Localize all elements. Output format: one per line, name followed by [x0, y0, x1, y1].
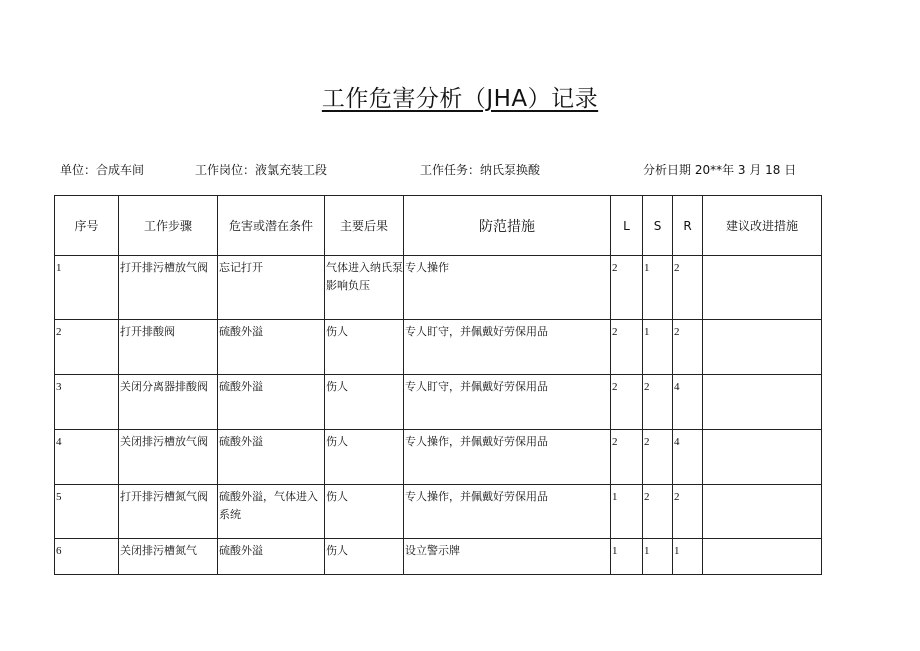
row-s: 2 — [643, 485, 673, 539]
task-field: 工作任务：纳氏泵换酸 — [420, 163, 541, 177]
header-suggest: 建议改进措施 — [703, 196, 822, 256]
header-measure: 防范措施 — [404, 196, 611, 256]
row-s: 1 — [643, 539, 673, 575]
row-measure: 设立警示牌 — [404, 539, 611, 575]
row-hazard: 硫酸外溢 — [218, 539, 325, 575]
unit-field: 单位：合成车间 — [60, 163, 145, 177]
row-consequence: 气体进入纳氏泵影响负压 — [325, 256, 404, 320]
row-r: 1 — [673, 539, 703, 575]
row-l: 1 — [611, 485, 643, 539]
row-hazard: 忘记打开 — [218, 256, 325, 320]
table-row — [55, 539, 822, 575]
row-step: 关闭排污槽放气阀 — [119, 430, 218, 485]
row-measure: 专人操作 — [404, 256, 611, 320]
analysis-date-field: 分析日期 20**年 3 月 18 日 — [643, 163, 797, 177]
row-measure: 专人盯守，并佩戴好劳保用品 — [404, 375, 611, 430]
row-suggest — [703, 375, 822, 430]
row-s: 1 — [643, 256, 673, 320]
row-l: 2 — [611, 256, 643, 320]
row-step: 关闭排污槽氮气 — [119, 539, 218, 575]
row-consequence: 伤人 — [325, 375, 404, 430]
row-step: 打开排污槽放气阀 — [119, 256, 218, 320]
row-consequence: 伤人 — [325, 320, 404, 375]
row-suggest — [703, 485, 822, 539]
table-row — [55, 256, 822, 320]
row-hazard: 硫酸外溢 — [218, 430, 325, 485]
row-r: 2 — [673, 485, 703, 539]
jha-table — [54, 195, 822, 575]
row-step: 关闭分离器排酸阀 — [119, 375, 218, 430]
row-r: 2 — [673, 256, 703, 320]
row-s: 2 — [643, 430, 673, 485]
row-hazard: 硫酸外溢 — [218, 320, 325, 375]
table-row — [55, 430, 822, 485]
row-suggest — [703, 430, 822, 485]
row-hazard: 硫酸外溢 — [218, 375, 325, 430]
row-l: 2 — [611, 320, 643, 375]
page-title: 工作危害分析（JHA）记录 — [321, 86, 599, 112]
row-l: 2 — [611, 430, 643, 485]
row-no: 1 — [55, 256, 119, 320]
row-l: 1 — [611, 539, 643, 575]
row-suggest — [703, 256, 822, 320]
row-consequence: 伤人 — [325, 539, 404, 575]
row-measure: 专人操作，并佩戴好劳保用品 — [404, 430, 611, 485]
row-consequence: 伤人 — [325, 485, 404, 539]
row-no: 3 — [55, 375, 119, 430]
row-r: 4 — [673, 375, 703, 430]
row-measure: 专人盯守，并佩戴好劳保用品 — [404, 320, 611, 375]
row-l: 2 — [611, 375, 643, 430]
row-suggest — [703, 320, 822, 375]
row-r: 2 — [673, 320, 703, 375]
table-row — [55, 485, 822, 539]
table-header-row — [55, 196, 822, 256]
row-s: 1 — [643, 320, 673, 375]
row-r: 4 — [673, 430, 703, 485]
header-l: L — [611, 196, 643, 256]
row-hazard: 硫酸外溢，气体进入系统 — [218, 485, 325, 539]
row-step: 打开排酸阀 — [119, 320, 218, 375]
row-s: 2 — [643, 375, 673, 430]
header-s: S — [643, 196, 673, 256]
row-no: 2 — [55, 320, 119, 375]
row-no: 5 — [55, 485, 119, 539]
row-consequence: 伤人 — [325, 430, 404, 485]
row-no: 4 — [55, 430, 119, 485]
table-row — [55, 320, 822, 375]
table-row — [55, 375, 822, 430]
header-r: R — [673, 196, 703, 256]
row-no: 6 — [55, 539, 119, 575]
header-consequence: 主要后果 — [325, 196, 404, 256]
row-measure: 专人操作，并佩戴好劳保用品 — [404, 485, 611, 539]
post-field: 工作岗位：液氯充装工段 — [195, 163, 328, 177]
header-hazard: 危害或潜在条件 — [218, 196, 325, 256]
header-step: 工作步骤 — [119, 196, 218, 256]
row-suggest — [703, 539, 822, 575]
header-no: 序号 — [55, 196, 119, 256]
row-step: 打开排污槽氮气阀 — [119, 485, 218, 539]
